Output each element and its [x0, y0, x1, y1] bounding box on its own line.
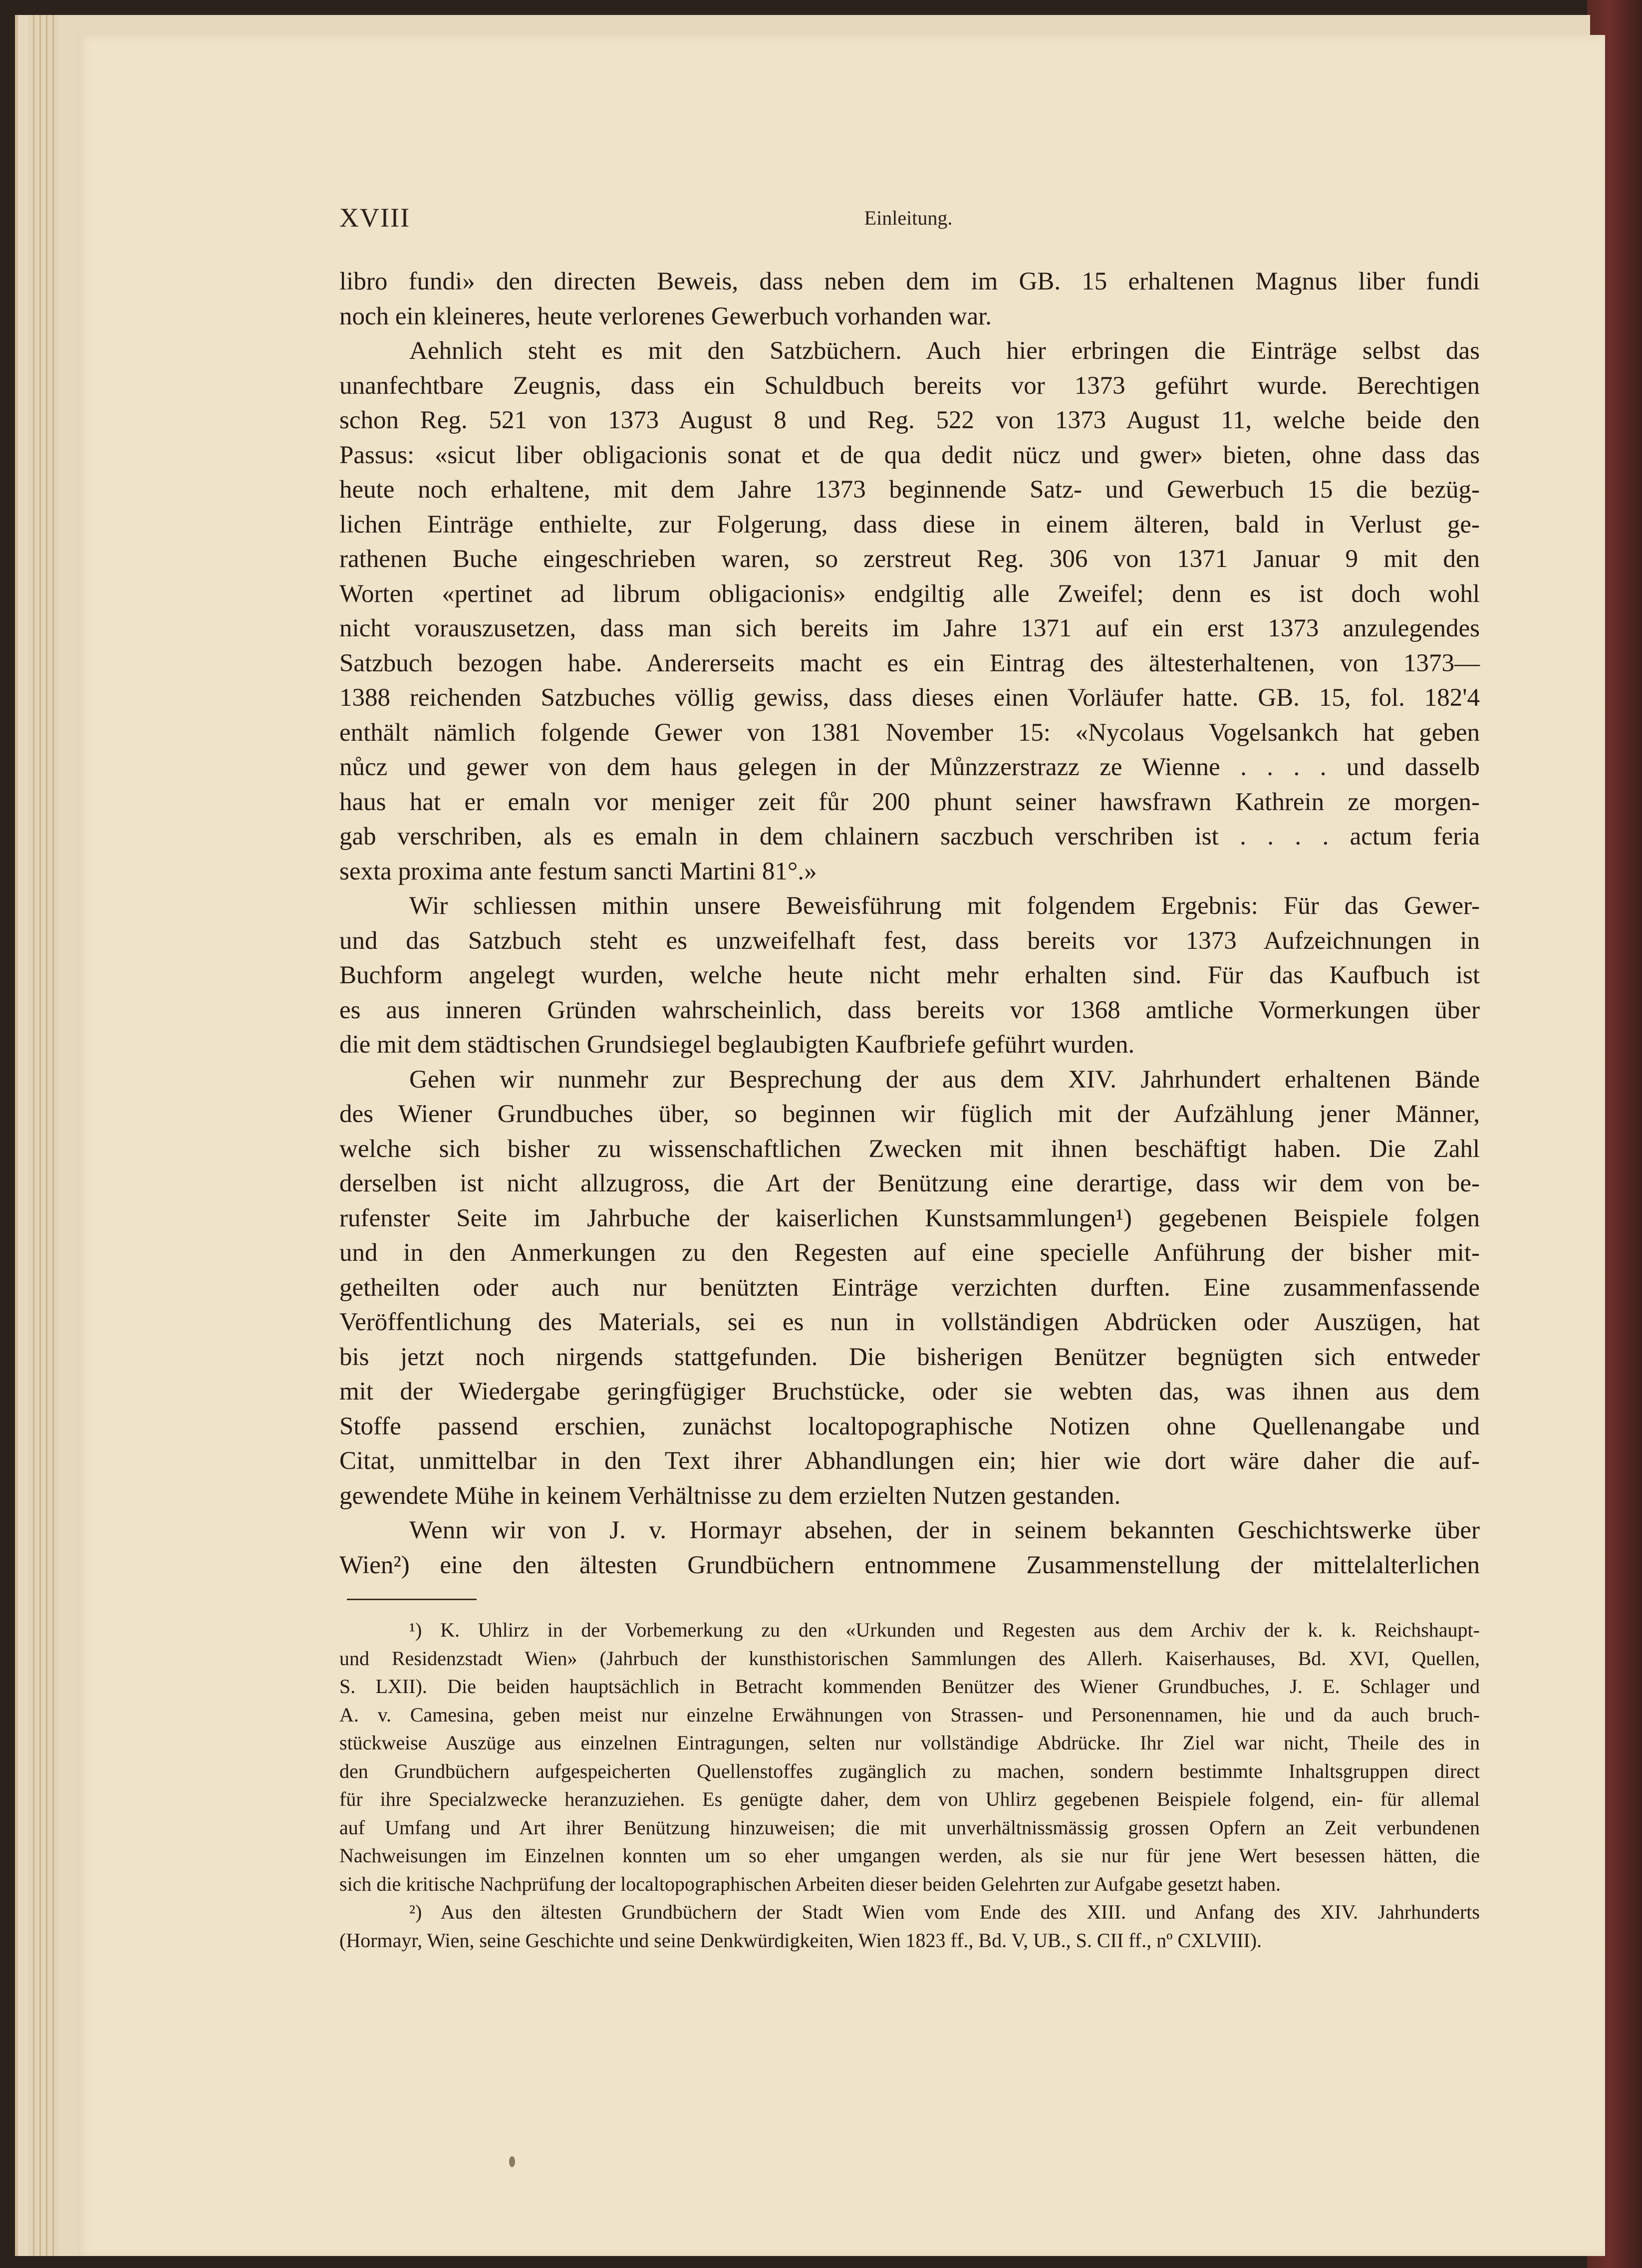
text-line: schon Reg. 521 von 1373 August 8 und Reg. 522 von 1373 August 11, welche beide den: [339, 406, 1480, 434]
page-header: [339, 202, 1477, 237]
footnote-rule: [347, 1599, 477, 1600]
text-line: lichen Einträge enthielte, zur Folgerung, dass diese in einem älteren, bald in Verlust ge-: [339, 510, 1480, 539]
text-line: getheilten oder auch nur benützten Einträge verzichten durften. Eine zusammenfassende: [339, 1273, 1480, 1302]
text-line: Passus: «sicut liber obligacionis sonat et de qua dedit nücz und gwer» bieten, ohne dass das: [339, 441, 1480, 469]
footnote-line: stückweise Auszüge aus einzelnen Eintragungen, selten nur vollständige Abdrücke. Ihr Ziel war nicht, Theile des in: [339, 1731, 1480, 1754]
text-line: heute noch erhaltene, mit dem Jahre 1373 beginnende Satz- und Gewerbuch 15 die bezüg-: [339, 476, 1480, 504]
footnote-line: Nachweisungen im Einzelnen konnten um so eher umgangen werden, als sie nur für jene Wert besessen hätten, die: [339, 1844, 1480, 1867]
footnotes: [339, 1616, 1480, 1955]
footnote-line: den Grundbüchern aufgespeicherten Quellenstoffes zugänglich zu machen, sondern bestimmte Inhaltsgruppen direct: [339, 1759, 1480, 1782]
text-line: und in den Anmerkungen zu den Regesten auf eine specielle Anführung der bisher mit-: [339, 1239, 1480, 1267]
paragraph-5: [339, 1513, 1480, 1583]
text-line: gab verschriben, als es emaln in dem chlainern saczbuch verschriben ist . . . . actum feria: [339, 823, 1480, 850]
text-line: libro fundi» den directen Beweis, dass neben dem im GB. 15 erhaltenen Magnus liber fundi: [339, 268, 1480, 295]
body-text: [339, 265, 1480, 1583]
text-line: sexta proxima ante festum sancti Martini 81°.»: [339, 857, 817, 885]
footnote-line: S. LXII). Die beiden hauptsächlich in Betracht kommenden Benützer des Wiener Grundbuches, J. E. Schlager und: [339, 1675, 1480, 1698]
text-line: Gehen wir nunmehr zur Besprechung der aus dem XIV. Jahrhundert erhaltenen Bände: [409, 1065, 1480, 1094]
text-line: Stoffe passend erschien, zunächst localtopographische Notizen ohne Quellenangabe und: [339, 1412, 1480, 1440]
text-line: noch ein kleineres, heute verlorenes Gewerbuch vorhanden war.: [339, 302, 992, 330]
text-line: 1388 reichenden Satzbuches völlig gewiss, dass dieses einen Vorläufer hatte. GB. 15, fol. 182'4: [339, 684, 1480, 712]
paragraph-3: [339, 889, 1480, 1063]
text-line: Buchform angelegt wurden, welche heute nicht mehr erhalten sind. Für das Kaufbuch ist: [339, 961, 1480, 989]
text-line: enthält nämlich folgende Gewer von 1381 November 15: «Nycolaus Vogelsankch hat geben: [339, 718, 1480, 747]
footnote-line: (Hormayr, Wien, seine Geschichte und seine Denkwürdigkeiten, Wien 1823 ff., Bd. V, UB., S. CII ff., nº CXLVIII).: [339, 1929, 1262, 1952]
footnote-1: [339, 1616, 1480, 1898]
text-line: nicht vorauszusetzen, dass man sich bereits im Jahre 1371 auf ein erst 1373 anzulegendes: [339, 614, 1480, 642]
text-line: nůcz und gewer von dem haus gelegen in der Můnzzerstrazz ze Wienne . . . . und dasselb: [339, 753, 1480, 781]
text-line: gewendete Mühe in keinem Verhältnisse zu dem erzielten Nutzen gestanden.: [339, 1481, 1121, 1510]
text-line: Wir schliessen mithin unsere Beweisführung mit folgendem Ergebnis: Für das Gewer-: [409, 892, 1480, 920]
text-line: derselben ist nicht allzugross, die Art der Benützung eine derartige, dass wir dem von be-: [339, 1169, 1480, 1197]
paper-blemish: [509, 2156, 515, 2167]
paragraph-1: [339, 265, 1480, 334]
running-title: Einleitung.: [864, 207, 953, 229]
text-line: Citat, unmittelbar in den Text ihrer Abhandlungen ein; hier wie dort wäre daher die auf-: [339, 1447, 1480, 1475]
footnote-2: [339, 1898, 1480, 1955]
text-line: Veröffentlichung des Materials, sei es nun in vollständigen Abdrücken oder Auszügen, hat: [339, 1308, 1480, 1336]
text-line: und das Satzbuch steht es unzweifelhaft fest, dass bereits vor 1373 Aufzeichnungen in: [339, 926, 1480, 955]
page-number: XVIII: [339, 203, 410, 233]
text-line: es aus inneren Gründen wahrscheinlich, dass bereits vor 1368 amtliche Vormerkungen über: [339, 996, 1480, 1024]
text-line: Satzbuch bezogen habe. Andererseits macht es ein Eintrag des ältesterhaltenen, von 1373—: [339, 649, 1480, 677]
footnote-line: ¹) K. Uhlirz in der Vorbemerkung zu den «Urkunden und Regesten aus dem Archiv der k. k. Reichshaupt-: [409, 1619, 1480, 1641]
footnote-line: A. v. Camesina, geben meist nur einzelne Erwähnungen von Strassen- und Personennamen, hie und da auch bruch-: [339, 1703, 1480, 1726]
footnote-line: und Residenzstadt Wien» (Jahrbuch der kunsthistorischen Sammlungen des Allerh. Kaiserhauses, Bd. XVI, Quellen,: [339, 1647, 1480, 1670]
text-line: Aehnlich steht es mit den Satzbüchern. Auch hier erbringen die Einträge selbst das: [409, 337, 1480, 365]
footnote-line: auf Umfang und Art ihrer Benützung hinzuweisen; die mit unverhältnissmässig grossen Opfern an Zeit verbundenen: [339, 1816, 1480, 1839]
text-line: rufenster Seite im Jahrbuche der kaiserlichen Kunstsammlungen¹) gegebenen Beispiele folgen: [339, 1204, 1480, 1232]
footnote-line: ²) Aus den ältesten Grundbüchern der Stadt Wien vom Ende des XIII. und Anfang des XIV. Jahrhunderts: [409, 1901, 1480, 1923]
text-line: Wenn wir von J. v. Hormayr absehen, der in seinem bekannten Geschichtswerke über: [409, 1516, 1480, 1544]
paragraph-4: [339, 1063, 1480, 1514]
text-line: welche sich bisher zu wissenschaftlichen Zwecken mit ihnen beschäftigt haben. Die Zahl: [339, 1134, 1480, 1163]
text-line: rathenen Buche eingeschrieben waren, so zerstreut Reg. 306 von 1371 Januar 9 mit den: [339, 545, 1480, 573]
text-line: die mit dem städtischen Grundsiegel beglaubigten Kaufbriefe geführt wurden.: [339, 1031, 1135, 1059]
text-line: haus hat er emaln vor meniger zeit fůr 200 phunt seiner hawsfrawn Kathrein ze morgen-: [339, 788, 1480, 816]
footnote-line: sich die kritische Nachprüfung der localtopographischen Arbeiten dieser beiden Gelehrten zur Aufgabe gesetzt haben.: [339, 1872, 1281, 1895]
text-line: des Wiener Grundbuches über, so beginnen wir füglich mit der Aufzählung jener Männer,: [339, 1100, 1480, 1128]
text-line: Wien²) eine den ältesten Grundbüchern entnommene Zusammenstellung der mittelalterlichen: [339, 1551, 1480, 1579]
text-line: unanfechtbare Zeugnis, dass ein Schuldbuch bereits vor 1373 geführt wurde. Berechtigen: [339, 371, 1480, 400]
text-line: Worten «pertinet ad librum obligacionis» endgiltig alle Zweifel; denn es ist doch wohl: [339, 579, 1480, 608]
text-line: mit der Wiedergabe geringfügiger Bruchstücke, oder sie webten das, was ihnen aus dem: [339, 1378, 1480, 1406]
footnote-line: für ihre Specialzwecke heranzuziehen. Es genügte daher, dem von Uhlirz gegebenen Beispiele folgend, ein- für allemal: [339, 1788, 1480, 1810]
text-line: bis jetzt noch nirgends stattgefunden. Die bisherigen Benützer begnügten sich entweder: [339, 1343, 1480, 1371]
paragraph-2: [339, 334, 1480, 889]
